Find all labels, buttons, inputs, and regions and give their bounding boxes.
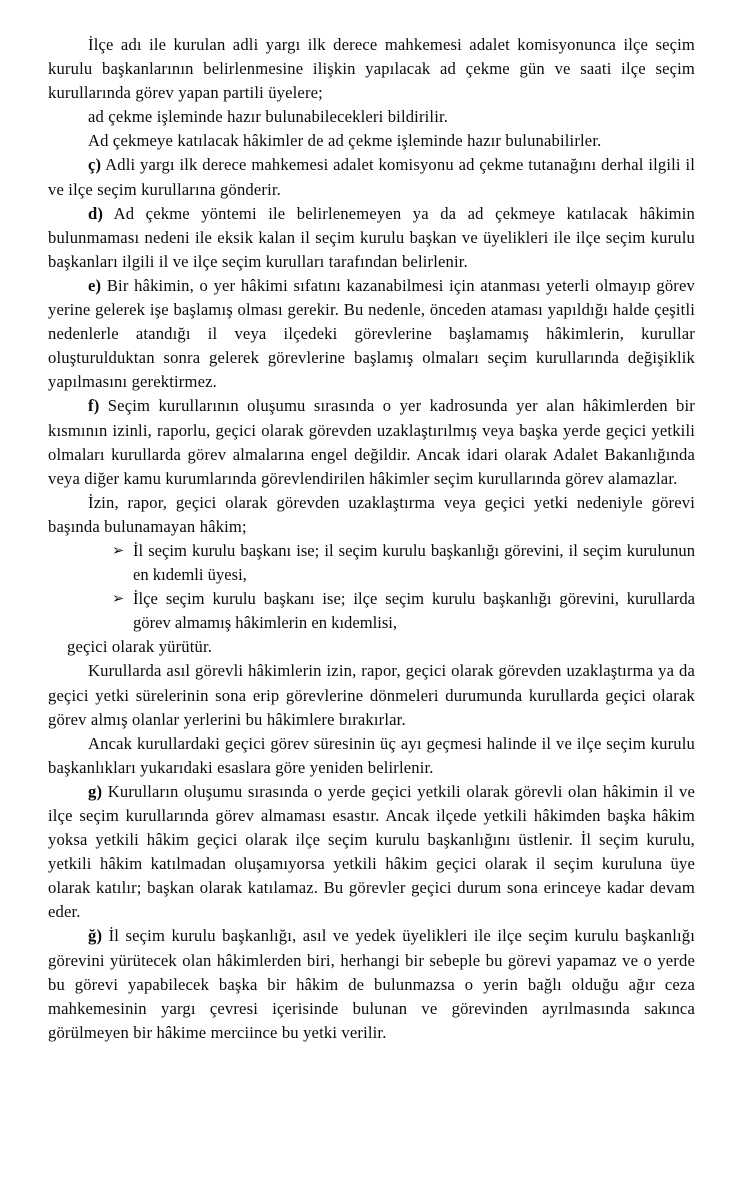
paragraph-text: Seçim kurullarının oluşumu sırasında o yer kadrosunda yer alan hâkimlerden bir kısmının izinli, raporlu, geçici olarak görevden uzaklaştırılmış veya başka yerde geçici yetkili olmaları kurullarda görev almalarına engel değildir. Ancak idari olarak Adalet Bakanlığında veya diğer kamu kurumlarında görevlendirilen hâkimler seçim kurullarında görev alamazlar. (48, 396, 695, 488)
paragraph (48, 202, 695, 274)
paragraph (48, 491, 695, 539)
paragraph-text: İl seçim kurulu başkanlığı, asıl ve yedek üyelikleri ile ilçe seçim kurulu başkanlığı görevini yürütecek olan hâkimlerden biri, herhangi bir sebeple bu görevi yapamaz ve o yerde bu görevi yapabilecek başka bir hâkim de bulunmazsa o yerin bağlı olduğu ağır ceza mahkemesinin yargı çevresi içerisinde bulunan ve görevinden ayrılmasında sakınca görülmeyen bir hâkime merciince bu yetki verilir. (48, 926, 695, 1042)
paragraph-text: geçici olarak yürütür. (67, 637, 213, 657)
document-text-body (48, 33, 695, 1045)
paragraph (48, 153, 695, 201)
arrow-bullet-icon: ➢ (112, 591, 125, 608)
paragraph-text: Bir hâkimin, o yer hâkimi sıfatını kazanabilmesi için atanması yeterli olmayıp görev yerine gelerek işe başlamış olması gerekir. Bu nedenle, önceden ataması yapıldığı halde çeşitli nedenlerle atandığı il veya ilçedeki görevlerine başlamamış hâkimlerin, kurullar oluşturulduktan sonra gelerek görevlerine başlamış olmaları seçim kurullarında değişiklik yapılmasını gerektirmez. (48, 275, 695, 392)
paragraph-text: İlçe adı ile kurulan adli yargı ilk derece mahkemesi adalet komisyonunca ilçe seçim kurulu başkanlarının belirlenmesine ilişkin yapılacak ad çekme gün ve saati ilçe seçim kurullarında görev yapan partili üyelere; (48, 35, 695, 103)
paragraph (48, 635, 695, 659)
paragraph-text: Ad çekmeye katılacak hâkimler de ad çekme işleminde hazır bulunabilirler. (88, 131, 602, 151)
paragraph (48, 105, 695, 129)
paragraph (48, 780, 695, 925)
paragraph-label: g) (88, 781, 103, 801)
list-item (48, 539, 695, 587)
paragraph (48, 33, 695, 105)
paragraph (48, 659, 695, 731)
paragraph-label: ç) (88, 155, 102, 175)
arrow-bullet-list (48, 539, 695, 635)
paragraph-text: Kurulların oluşumu sırasında o yerde geçici yetkili olarak görevli olan hâkimin il ve ilçe seçim kurullarında görev almaması esastır. Ancak ilçede yetkili hâkimden başka hâkim yoksa yetkili hâkim geçici olarak ilçe seçim kurulu başkanlığını üstlenir. İl seçim kurulu, yetkili hâkim katılmadan oluşamıyorsa yetkili hâkim geçici olarak il seçim kuruluna üye olarak katılır; başkan olarak katılamaz. Bu görevler geçici durum sona erinceye kadar devam eder. (48, 781, 695, 922)
paragraph-label: e) (88, 275, 102, 295)
paragraph-text: Ancak kurullardaki geçici görev süresinin üç ayı geçmesi halinde il ve ilçe seçim kurulu başkanlıkları yukarıdaki esaslara göre yeniden belirlenir. (48, 733, 695, 777)
paragraph-label: f) (88, 396, 100, 416)
paragraph-label: ğ) (88, 926, 103, 946)
paragraph-label: d) (88, 203, 104, 223)
paragraph-text: Adli yargı ilk derece mahkemesi adalet komisyonu ad çekme tutanağını derhal ilgili il ve ilçe seçim kurullarına gönderir. (48, 155, 695, 199)
paragraph-text: Ad çekme yöntemi ile belirlenemeyen ya da ad çekmeye katılacak hâkimin bulunmaması nedeni ile eksik kalan il seçim kurulu başkan ve üyelikleri ile ilçe seçim kurulu başkanları ilgili il ve ilçe seçim kurulları tarafından belirlenir. (48, 203, 695, 271)
paragraph (48, 274, 695, 394)
list-item-text: İlçe seçim kurulu başkanı ise; ilçe seçim kurulu başkanlığı görevini, kurullarda görev almamış hâkimlerin en kıdemlisi, (133, 589, 695, 633)
paragraph (48, 129, 695, 153)
paragraph-text: Kurullarda asıl görevli hâkimlerin izin, rapor, geçici olarak görevden uzaklaştırma ya da geçici yetki sürelerinin sona erip görevlerine dönmeleri durumunda kurullarda geçici olarak görev almış olanlar yerlerini bu hâkimlere bırakırlar. (48, 661, 695, 729)
list-item-text: İl seçim kurulu başkanı ise; il seçim kurulu başkanlığı görevini, il seçim kurulunun en kıdemli üyesi, (133, 540, 695, 585)
paragraph-text: İzin, rapor, geçici olarak görevden uzaklaştırma veya geçici yetki nedeniyle görevi başında bulunamayan hâkim; (48, 492, 695, 536)
paragraph (48, 732, 695, 780)
paragraph (48, 924, 695, 1044)
arrow-bullet-icon: ➢ (112, 542, 125, 559)
paragraph-text: ad çekme işleminde hazır bulunabilecekleri bildirilir. (88, 107, 449, 127)
list-item (48, 587, 695, 635)
paragraph (48, 394, 695, 490)
